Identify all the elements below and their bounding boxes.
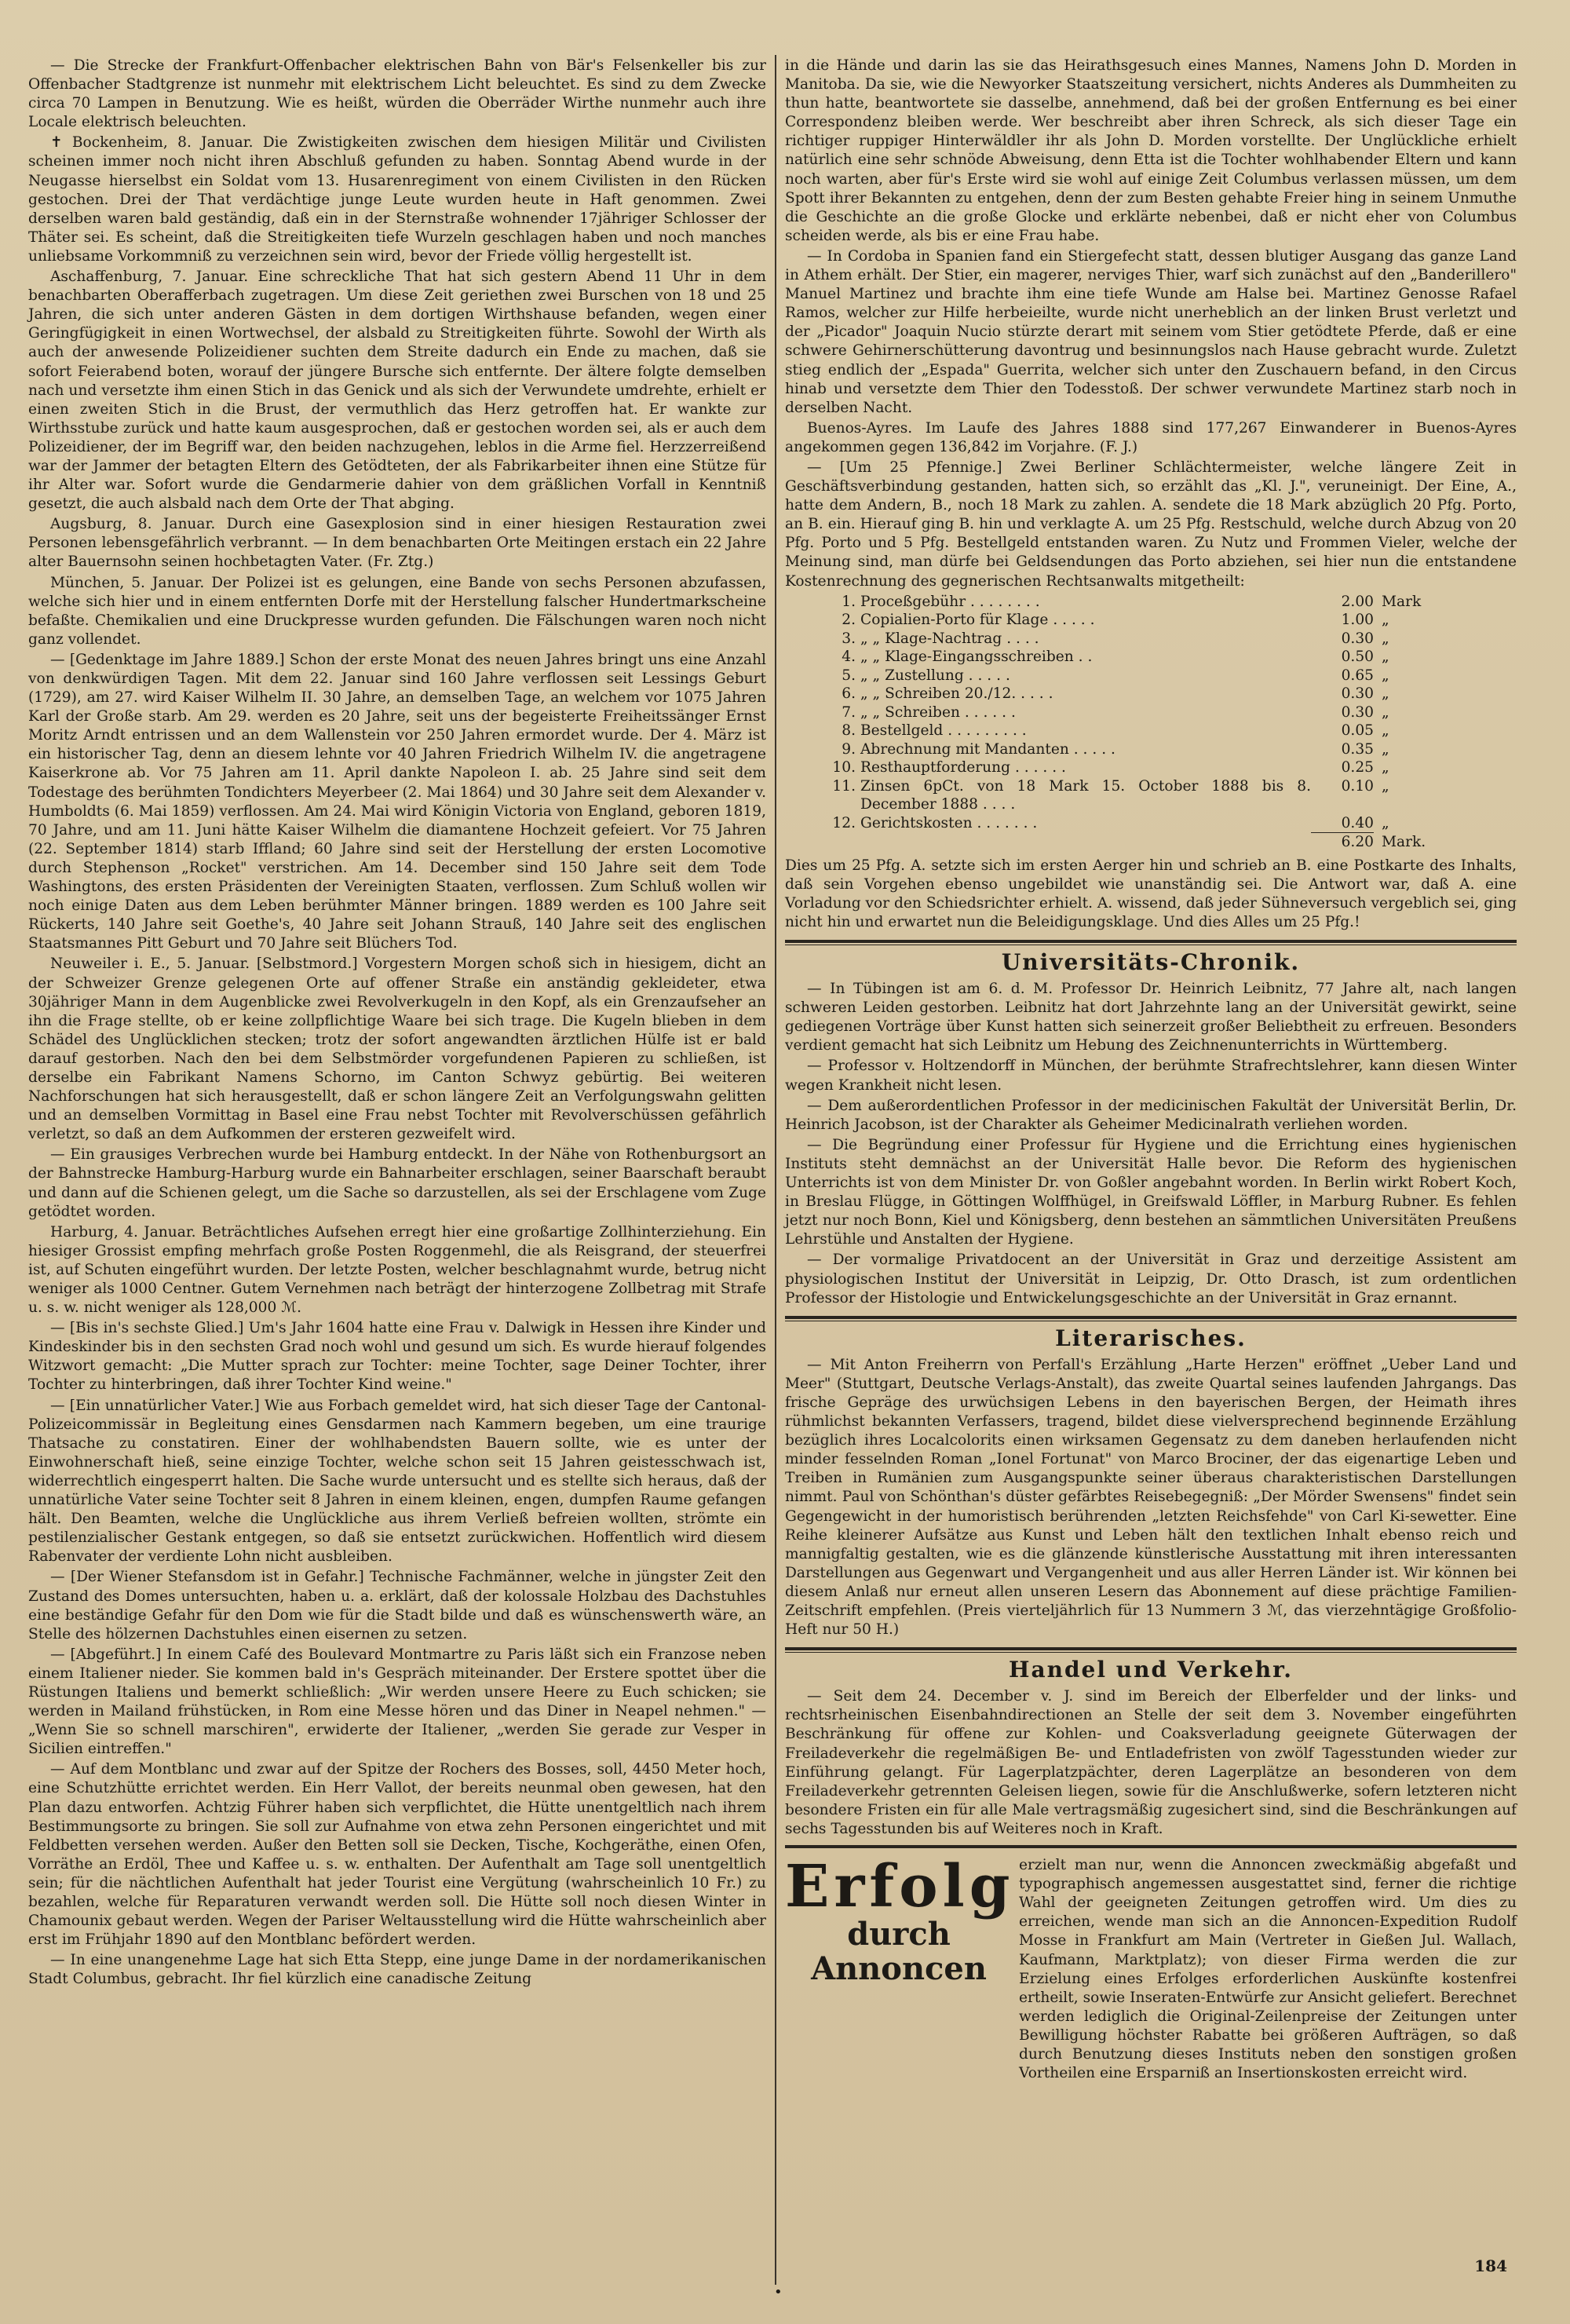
fee-row-item: Zinsen 6pCt. von 18 Mark 15. October 1888 bis 8. December 1888 . . . . [860, 777, 1311, 813]
section-heading-universitaets-chronik: Universitäts-Chronik. [1001, 949, 1301, 975]
page-number: 184 [1474, 2256, 1507, 2275]
fee-row [832, 703, 1444, 722]
fee-total-unit: Mark. [1382, 833, 1426, 850]
fee-row-unit: „ [1382, 703, 1389, 721]
article-paragraph: Dies um 25 Pfg. A. setzte sich im ersten Aerger hin und schrieb an B. eine Postkarte des Inhalts, daß sein Vorgehen ebenso ungebildet wie unanständig sei. Die Antwort war, daß A. eine Vorladung vor den Schiedsrichter erhielt. A. wissend, daß jeder Sühneversuch vergeblich sei, ging nicht hin und erwartet nun die Beleidigungsklage. Und dies Alles um 25 Pfg.! [785, 857, 1517, 930]
fee-row-unit: „ [1382, 814, 1389, 831]
fee-row-item: Copialien-Porto für Klage . . . . . [860, 612, 1095, 629]
fee-row [832, 648, 1444, 667]
article-paragraph: — Der vormalige Privatdocent an der Universität in Graz und derzeitige Assistent am physiologischen Institut der Universität in Leipzig, Dr. Otto Drasch, ist zum ordentlichen Professor der Histologie und Entwickelungsgeschichte an der Universität in Graz ernannt. [785, 1252, 1517, 1306]
fee-row [832, 611, 1444, 630]
fee-row-number: 8. [842, 722, 856, 740]
article-paragraph: — Ein grausiges Verbrechen wurde bei Hamburg entdeckt. In der Nähe von Rothenburgsort an der Bahnstrecke Hamburg-Harburg wurde ein Bahnarbeiter erschlagen, seiner Baarschaft beraubt und dann auf die Schienen gelegt, um die Sache so darzustellen, als sei der Erschlagene vom Zuge getödtet worden. [28, 1146, 766, 1220]
fee-row-unit: „ [1382, 722, 1389, 740]
article-paragraph: — Die Begründung einer Professur für Hygiene und die Errichtung eines hygienischen Instituts steht demnächst an der Universität Halle bevor. Die Reform des hygienischen Unterrichts ist von dem Minister Dr. von Goßler angebahnt worden. In Berlin wirkt Robert Koch, in Breslau Flügge, in Göttingen Wolffhügel, in Greifswald Löffler, in Marburg Rubner. Es fehlen jetzt nur noch Bonn, Kiel und Königsberg, denn bestehen an sämmtlichen Universitäten Preußens Lehrstühle und Anstalten der Hygiene. [785, 1136, 1517, 1248]
article-paragraph: Aschaffenburg, 7. Januar. Eine schreckliche That hat sich gestern Abend 11 Uhr in dem benachbarten Oberafferbach zugetragen. Um diese Zeit geriethen zwei Burschen von 18 und 25 Jahren, die sich unter anderen Gästen in dem dortigen Wirthshause befanden, wegen einer Geringfügigkeit in einen Wortwechsel, der alsbald zu Streitigkeiten führte. Sowohl der Wirth als auch der anwesende Polizeidiener suchten dem Streite dadurch ein Ende zu machen, daß sie sofort Feierabend boten, worauf der jüngere Bursche sich entfernte. Der ältere folgte demselben nach und versetzte ihm einen Stich in das Genick und als sich der Verwundete umdrehte, erhielt er einen zweiten Stich in die Brust, der vermuthlich das Herz getroffen hat. Er wankte zur Wirthsstube zurück und hatte kaum ausgesprochen, daß er gestochen worden sei, als er auch dem Polizeidiener, der im Begriff war, den beiden nachzugehen, leblos in die Arme fiel. Herzzerreißend war der Jammer der betagten Eltern des Getödteten, der als Fabrikarbeiter ihnen eine Stütze für ihr Alter war. Sofort wurde die Gendarmerie dahier von dem gräßlichen Vorfall in Kenntniß gesetzt, die auch alsbald nach dem Orte der That abging. [28, 269, 766, 513]
fee-row-amount: 0.30 [1341, 703, 1374, 721]
article-paragraph: ✝ Bockenheim, 8. Januar. Die Zwistigkeiten zwischen dem hiesigen Militär und Civilisten scheinen immer noch nicht ihren Abschluß gefunden zu haben. Sonntag Abend wurde in der Neugasse hierselbst ein Soldat vom 13. Husarenregiment von einem Civilisten in den Rücken gestochen. Drei der That verdächtige junge Leute wurden heute in Haft genommen. Zwei derselben waren bald geständig, daß ein in der Sternstraße wohnender 17jähriger Schlosser der Thäter sei. Es scheint, daß die Streitigkeiten tiefe Wurzeln geschlagen haben und noch manches unliebsame Vorkommniß zu verzeichnen sein wird, bevor der Friede völlig hergestellt ist. [28, 134, 766, 265]
fee-row-number: 11. [832, 777, 856, 795]
article-paragraph: Buenos-Ayres. Im Laufe des Jahres 1888 sind 177,267 Einwanderer in Buenos-Ayres angekommen gegen 136,842 im Vorjahre. (F. J.) [785, 419, 1517, 455]
advertisement-subheadline: durch Annoncen [811, 1916, 987, 1988]
fee-row-unit: „ [1382, 612, 1389, 629]
fee-row-unit: „ [1382, 630, 1389, 647]
fee-row-number: 2. [842, 612, 856, 629]
fee-row-number: 5. [842, 667, 856, 684]
article-paragraph: Neuweiler i. E., 5. Januar. [Selbstmord.] Vorgestern Morgen schoß sich in hiesigem, dicht an der Schweizer Grenze gelegenen Orte auf offener Straße ein anständig gekleideter, etwa 30jähriger Mann in dem Augenblicke zwei Revolverkugeln in den Kopf, als ein Grenzaufseher an ihn die Frage stellte, ob er keine zollpflichtige Waare bei sich trage. Die Kugeln blieben in dem Schädel des Unglücklichen stecken; trotz der sofort angewandten ärztlichen Hülfe ist er bald darauf gestorben. Nach den bei dem Selbstmörder vorgefundenen Papieren zu schließen, ist derselbe ein Fabrikant Namens Schorno, im Canton Schwyz gebürtig. Bei weiteren Nachforschungen hat sich herausgestellt, daß er schon längere Zeit an Verfolgungswahn gelitten und an demselben Vormittag in Basel eine Frau nebst Tochter mit Revolverschüssen gefährlich verletzt, so daß an dem Aufkommen der ersteren gezweifelt wird. [28, 956, 766, 1143]
article-paragraph: — In Tübingen ist am 6. d. M. Professor Dr. Heinrich Leibnitz, 77 Jahre alt, nach langen schweren Leiden gestorben. Leibnitz hat dort Jahrzehnte lang an der Universität gewirkt, seine gediegenen Vorträge über Kunst hatten sich seinerzeit großer Beliebtheit zu erfreuen. Besonders verdient gemacht hat sich Leibnitz um Hebung des Zeichnenunterrichts in Württemberg. [785, 981, 1517, 1054]
fee-row-item: Bestellgeld . . . . . . . . . [860, 722, 1027, 740]
article-paragraph: — [Um 25 Pfennige.] Zwei Berliner Schlächtermeister, welche längere Zeit in Geschäftsverbindung gestanden, hatten sich, so erzählt das „Kl. J.", veruneinigt. Der Eine, A., hatte dem Andern, B., noch 18 Mark zu zahlen. A. sendete die 18 Mark abzüglich 20 Pfg. Porto, an B. ein. Hierauf ging B. hin und verklagte A. um 25 Pfg. Restschuld, welche durch Abzug von 20 Pfg. Porto und 5 Pfg. Bestellgeld entstanden waren. Zu Nutz und Frommen Vieler, welche der Meinung sind, man dürfe bei Geldsendungen das Porto abziehen, sei hier nun die entstandene Kostenrechnung des gegnerischen Rechtsanwalts mitgetheilt: [785, 459, 1517, 590]
fee-row-amount: 0.30 [1341, 685, 1374, 703]
fee-row-number: 4. [842, 649, 856, 666]
bottom-mark: • [774, 2284, 783, 2300]
section-rule-thin [785, 1652, 1517, 1653]
left-column [28, 57, 766, 1990]
article-paragraph: — Professor v. Holtzendorff in München, der berühmte Strafrechtslehrer, kann diesen Winter wegen Krankheit nicht lesen. [785, 1058, 1517, 1094]
fee-row-amount: 1.00 [1341, 612, 1374, 629]
fee-row-item: „ „ Klage-Nachtrag . . . . [860, 630, 1039, 647]
fee-row-unit: „ [1382, 777, 1389, 795]
fee-row-amount: 0.40 [1341, 814, 1374, 831]
article-paragraph: — [Gedenktage im Jahre 1889.] Schon der erste Monat des neuen Jahres bringt uns eine Anzahl von denkwürdigen Tagen. Mit dem 22. Januar sind 160 Jahre verflossen seit Lessings Geburt (1729), am 27. wird Kaiser Wilhelm II. 30 Jahre, an demselben Tage, an welchem vor 1075 Jahren Karl der Große starb. Am 29. werden es 20 Jahre, seit uns der begeisterte Freiheitssänger Ernst Moritz Arndt entrissen und an dem Wallenstein vor 250 Jahren ermordet wurde. Der 4. März ist ein historischer Tag, denn an diesem lehnte vor 40 Jahren Friedrich Wilhelm IV. die angetragene Kaiserkrone ab. Vor 75 Jahren am 11. April dankte Napoleon I. ab. 25 Jahre sind seit dem Todestage des berühmten Tondichters Meyerbeer (2. Mai 1864) und 30 Jahre seit dem Alexander v. Humboldts (6. Mai 1859) verflossen. Am 24. Mai wird Königin Victoria von England, geboren 1819, 70 Jahre, und am 11. Juni hätte Kaiser Wilhelm die diamantene Hochzeit gefeiert. Vor 75 Jahren (22. September 1814) starb Iffland; 60 Jahre sind seit der Herstellung der ersten Locomotive durch Stephenson „Rocket" verstrichen. Am 14. December sind 150 Jahre seit dem Tode Washingtons, des ersten Präsidenten der Vereinigten Staaten, verflossen. Zum Schluß wollen wir noch einige Daten aus dem Leben berühmter Männer bringen. 1889 werden es 100 Jahre seit Rückerts, 140 Jahre seit Goethe's, 40 Jahre seit Johann Strauß, 140 Jahre seit des englischen Staatsmannes Pitt Geburt und 70 Jahre seit Blüchers Tod. [28, 651, 766, 952]
fee-row-item: „ „ Zustellung . . . . . [860, 667, 1010, 684]
fee-row [832, 758, 1444, 777]
fee-row-number: 3. [842, 630, 856, 647]
article-paragraph: — [Bis in's sechste Glied.] Um's Jahr 1604 hatte eine Frau v. Dalwigk in Hessen ihre Kinder und Kindeskinder bis in den sechsten Grad noch wohl und gesund um sich. Es wurde hierauf folgendes Witzwort gemacht: „Die Mutter sprach zur Tochter: meine Tochter, sage Deiner Tochter, ihrer Tochter zu hinterbringen, daß ihrer Tochter Kind weine." [28, 1320, 766, 1394]
fee-row-number: 12. [832, 814, 856, 831]
fee-row-number: 6. [842, 685, 856, 703]
fee-total-amount: 6.20 [1311, 833, 1374, 852]
fee-row-amount: 0.05 [1341, 722, 1374, 740]
fee-row [832, 593, 1444, 612]
fee-row-amount: 0.35 [1341, 740, 1374, 758]
article-paragraph: — Auf dem Montblanc und zwar auf der Spitze der Rochers des Bosses, soll, 4450 Meter hoch, eine Schutzhütte errichtet werden. Ein Herr Vallot, der bereits neunmal oben gewesen, hat den Plan dazu entworfen. Achtzig Führer haben sich verpflichtet, die Hütte unentgeltlich nach ihrem Bestimmungsorte zu bringen. Sie soll zur Aufnahme von etwa zehn Personen eingerichtet und mit Feldbetten versehen werden. Außer den Betten soll sie Decken, Tische, Kochgeräthe, einen Ofen, Vorräthe an Erdöl, Thee und Kaffee u. s. w. enthalten. Der Aufenthalt am Tage soll unentgeltlich sein; für die nächtlichen Aufenthalt hat jeder Tourist eine Vergütung (wahrscheinlich 10 Fr.) zu bezahlen, welche für Reparaturen verwandt werden soll. Die Hütte soll noch diesen Winter in Chamounix gebaut werden. Wegen der Pariser Weltausstellung wird die Hütte wahrscheinlich aber erst im Frühjahr 1890 auf den Montblanc befördert werden. [28, 1761, 766, 1949]
fee-row-unit: „ [1382, 759, 1389, 776]
advertisement-headline: Erfolg [785, 1853, 1015, 1921]
section-heading-handel-und-verkehr: Handel und Verkehr. [1009, 1657, 1293, 1683]
article-paragraph: — Seit dem 24. December v. J. sind im Bereich der Elberfelder und der links- und rechtsrheinischen Eisenbahndirectionen an Stelle der seit dem 3. November eingeführten Beschränkung für offene zur Kohlen- und Coaksverladung geeignete Güterwagen der Freiladeverkehr die regelmäßigen Be- und Entladefristen von zwölf Tagesstunden wieder zur Einführung gelangt. Für Lagerplatzpächter, deren Lagerplätze an besonderen von dem Freiladeverkehr getrennten Geleisen liegen, sowie für die Anschlußwerke, sofern letzteren nicht besondere Fristen ein für alle Male vertragsmäßig zugesichert sind, sind die Beschränkungen auf sechs Tagesstunden bis auf Weiteres noch in Kraft. [785, 1688, 1517, 1837]
article-paragraph: — In eine unangenehme Lage hat sich Etta Stepp, eine junge Dame in der nordamerikanischen Stadt Columbus, gebracht. Ihr fiel kürzlich eine canadische Zeitung [28, 1952, 766, 1988]
fee-row [832, 630, 1444, 649]
fee-row-amount: 0.10 [1341, 777, 1374, 795]
fee-row-item: „ „ Klage-Eingangsschreiben . . [860, 649, 1093, 666]
article-paragraph: München, 5. Januar. Der Polizei ist es gelungen, eine Bande von sechs Personen abzufassen, welche sich hier und in einem entfernten Dorfe mit der Herstellung falscher Hundertmarkscheine befaßte. Chemikalien und eine Druckpresse wurden gefunden. Die Fälschungen waren noch nicht ganz vollendet. [28, 574, 766, 648]
fee-row-amount: 0.65 [1341, 667, 1374, 684]
section-rule [785, 1647, 1517, 1650]
fee-row-unit: „ [1382, 667, 1389, 684]
fee-row-amount: 0.25 [1341, 759, 1374, 776]
article-paragraph: — Dem außerordentlichen Professor in der medicinischen Fakultät der Universität Berlin, Dr. Heinrich Jacobson, ist der Charakter als Geheimer Medicinalrath verliehen worden. [785, 1097, 1517, 1133]
article-paragraph: Augsburg, 8. Januar. Durch eine Gasexplosion sind in einer hiesigen Restauration zwei Personen lebensgefährlich verbrannt. — In dem benachbarten Orte Meitingen erstach ein 22 Jahre alter Bauernsohn seinen hochbetagten Vater. (Fr. Ztg.) [28, 516, 766, 571]
fee-row [832, 685, 1444, 703]
article-paragraph: — [Ein unnatürlicher Vater.] Wie aus Forbach gemeldet wird, hat sich dieser Tage der Cantonal-Polizeicommissär in Begleitung eines Gensdarmen nach Kammern begeben, um eine traurige Thatsache zu constatiren. Einer der wohlhabendsten Bauern sollte, wie es unter der Einwohnerschaft hieß, seine einzige Tochter, welche schon seit 15 Jahren geistesschwach ist, widerrechtlich eingesperrt halten. Die Sache wurde untersucht und es stellte sich heraus, daß der unnatürliche Vater seine Tochter seit 8 Jahren in einem kleinen, engen, dumpfen Raume gefangen hält. Den Beamten, welche die Unglückliche aus ihrem Verließ befreien wollten, strömte ein pestilenzialischer Gestank entgegen, so daß sie entsetzt zurückwichen. Hoffentlich wird diesem Rabenvater der verdiente Lohn nicht ausbleiben. [28, 1397, 766, 1566]
fee-row-item: Proceßgebühr . . . . . . . . [860, 593, 1040, 610]
section-rule [785, 940, 1517, 943]
fee-row-amount: 0.50 [1341, 649, 1374, 666]
article-paragraph: — Die Strecke der Frankfurt-Offenbacher elektrischen Bahn von Bär's Felsenkeller bis zur Offenbacher Stadtgrenze ist nunmehr mit elektrischem Licht beleuchtet. Es sind zu dem Zwecke circa 70 Lampen in Benutzung. Wie es heißt, würden die Oberräder Wirthe nunmehr auch ihre Locale elektrisch beleuchten. [28, 57, 766, 131]
advertisement [785, 1845, 1517, 2083]
fee-row-unit: „ [1382, 740, 1389, 758]
article-paragraph: — [Abgeführt.] In einem Café des Boulevard Montmartre zu Paris läßt sich ein Franzose neben einem Italiener nieder. Sie kommen bald in's Gespräch miteinander. Der Erstere spottet über die Rüstungen Italiens und bemerkt schließlich: „Wir werden unsere Heere zu Euch schicken; sie werden in Mailand frühstücken, in Rom eine Messe hören und das Diner in Neapel nehmen." — „Wenn Sie so schnell marschiren", erwiderte der Italiener, „werden Sie gerade zur Vesper in Sicilien eintreffen." [28, 1646, 766, 1758]
fee-row-item: Resthauptforderung . . . . . . [860, 759, 1066, 776]
article-paragraph: Harburg, 4. Januar. Beträchtliches Aufsehen erregt hier eine großartige Zollhinterziehung. Ein hiesiger Grossist empfing mehrfach große Posten Roggenmehl, die als Reisgrand, der steuerfrei ist, auf Schuten eingeführt wurden. Der letzte Posten, welcher beschlagnahmt wurde, betrug nicht weniger als 1000 Centner. Gutem Vernehmen nach beträgt der hinterzogene Zollbetrag mit Strafe u. s. w. nicht weniger als 128,000 ℳ. [28, 1223, 766, 1317]
fee-table [832, 593, 1444, 852]
fee-row-item: Abrechnung mit Mandanten . . . . . [860, 740, 1115, 758]
fee-row [832, 777, 1444, 814]
fee-row-number: 7. [842, 703, 856, 721]
article-paragraph: — [Der Wiener Stefansdom ist in Gefahr.] Technische Fachmänner, welche in jüngster Zeit den Zustand des Domes untersuchten, haben u. a. erklärt, daß der kolossale Holzbau des Dachstuhles eine beständige Gefahr für den Dom wie für die Stadt bilde und daß es wünschenswerth wäre, an Stelle des hölzernen Dachstuhles einen eisernen zu setzen. [28, 1569, 766, 1643]
fee-row-number: 1. [842, 593, 856, 610]
article-paragraph: — In Cordoba in Spanien fand ein Stiergefecht statt, dessen blutiger Ausgang das ganze Land in Athem erhält. Der Stier, ein magerer, nerviges Thier, warf sich zunächst auf den „Banderillero" Manuel Martinez und brachte ihm eine tiefe Wunde am Halse bei. Martinez Genosse Rafael Ramos, welcher zur Hilfe herbeieilte, wurde nicht unerheblich an der linken Brust verletzt und der „Picador" Joaquin Nucio stürzte derart mit seinem vom Stier getödtete Pferde, daß er eine schwere Gehirnerschütterung davontrug und besinnungslos nach Hause gebracht wurde. Zuletzt stieg endlich der „Espada" Guerrita, welcher sich unter den Zuschauern befand, in den Circus hinab und versetzte dem Thier den Todesstoß. Der schwer verwundete Martinez starb noch in derselben Nacht. [785, 247, 1517, 416]
fee-row-amount: 2.00 [1341, 593, 1374, 610]
section-heading-literarisches: Literarisches. [1055, 1325, 1247, 1351]
fee-row-unit: „ [1382, 649, 1389, 666]
fee-total-row [832, 833, 1444, 852]
right-column [785, 57, 1517, 2083]
fee-row-unit: Mark [1382, 593, 1422, 610]
fee-row [832, 722, 1444, 740]
fee-row-number: 10. [832, 759, 856, 776]
section-rule [785, 1316, 1517, 1319]
fee-row-item: „ „ Schreiben . . . . . . [860, 703, 1016, 721]
fee-row-number: 9. [842, 740, 856, 758]
fee-row-item: Gerichtskosten . . . . . . . [860, 814, 1038, 831]
fee-row-amount: 0.30 [1341, 630, 1374, 647]
article-paragraph: — Mit Anton Freiherrn von Perfall's Erzählung „Harte Herzen" eröffnet „Ueber Land und Meer" (Stuttgart, Deutsche Verlags-Anstalt), das zweite Quartal seines laufenden Jahrgangs. Das frische Gepräge des urwüchsigen Lebens in den bayerischen Bergen, der Heimath ihres rühmlichst bekannten Verfassers, tragend, bildet diese vielversprechend beginnende Erzählung bezüglich ihres Localcolorits einen wirksamen Gegensatz zu dem daneben herlaufenden nicht minder fesselnden Roman „Ionel Fortunat" von Marco Brociner, der das eigenartige Leben und Treiben in Rumänien zum Ausgangspunkte seiner überaus charakteristischen Darstellungen nimmt. Paul von Schönthan's düster gefärbtes Reisebegegniß: „Der Mörder Swensens" findet sein Gegengewicht in der humoristisch berührenden „letzten Reichsfehde" von Carl Ki-sewetter. Eine Reihe kleinerer Aufsätze aus Kunst und Leben hält den textlichen Inhalt ebenso reich und mannigfaltig gestalten, wie es die glänzende künstlerische Ausstattung mit ihren interessanten Darstellungen aus Gegenwart und Vergangenheit und aus aller Herren Länder ist. Wir können bei diesem Anlaß nur erneut allen unseren Lesern das Abonnement auf diese prächtige Familien-Zeitschrift empfehlen. (Preis vierteljährlich für 13 Nummern 3 ℳ, das vierzehntägige Großfolio-Heft nur 50 H.) [785, 1356, 1517, 1639]
advertisement-title [785, 1853, 1015, 2083]
fee-row [832, 667, 1444, 685]
advertisement-body: erzielt man nur, wenn die Annoncen zweckmäßig abgefaßt und typographisch angemessen ausgestattet sind, ferner die richtige Wahl der geeigneten Zeitungen getroffen wird. Um dies zu erreichen, wende man sich an die Annoncen-Expedition Rudolf Mosse in Frankfurt am Main (Vertreter in Gießen Jul. Wallach, Kaufmann, Marktplatz); von dieser Firma werden die zur Erzielung eines Erfolges erforderlichen Auskünfte kostenfrei ertheilt, sowie Inseraten-Entwürfe zur Ansicht geliefert. Berechnet werden lediglich die Original-Zeilenpreise der Zeitungen unter Bewilligung höchster Rabatte bei größeren Aufträgen, so daß durch Benutzung dieses Instituts neben den sonstigen großen Vortheilen eine Ersparniß an Insertionskosten erreicht wird. [1019, 1857, 1517, 2082]
fee-row [832, 740, 1444, 759]
article-paragraph: in die Hände und darin las sie das Heirathsgesuch eines Mannes, Namens John D. Morden in Manitoba. Da sie, wie die Newyorker Staatszeitung versichert, nichts Anderes als Dummheiten zu thun hatte, beantwortete sie dasselbe, annehmend, daß bei der großen Entfernung es bei einer Correspondenz bleiben werde. Wer beschreibt aber ihren Schreck, als sich dieser Tage ein richtiger ruppiger Hinterwäldler ihr als John D. Morden vorstellte. Der Unglückliche erhielt natürlich eine sehr schnöde Abweisung, denn Etta ist die Tochter wohlhabender Eltern und kann noch warten, aber für's Erste wird sie wohl auf einige Zeit Columbus verlassen müssen, um dem Spott ihrer Bekannten zu entgehen, denn der zum Besten gehabte Freier hing in seinem Unmuthe die Geschichte an die große Glocke und erklärte nebenbei, daß er nicht eher von Columbus scheiden werde, als bis er eine Frau habe. [785, 57, 1517, 244]
fee-row-item: „ „ Schreiben 20./12. . . . . [860, 685, 1053, 703]
fee-row-unit: „ [1382, 685, 1389, 703]
column-divider [775, 55, 776, 2285]
fee-row [832, 814, 1444, 833]
